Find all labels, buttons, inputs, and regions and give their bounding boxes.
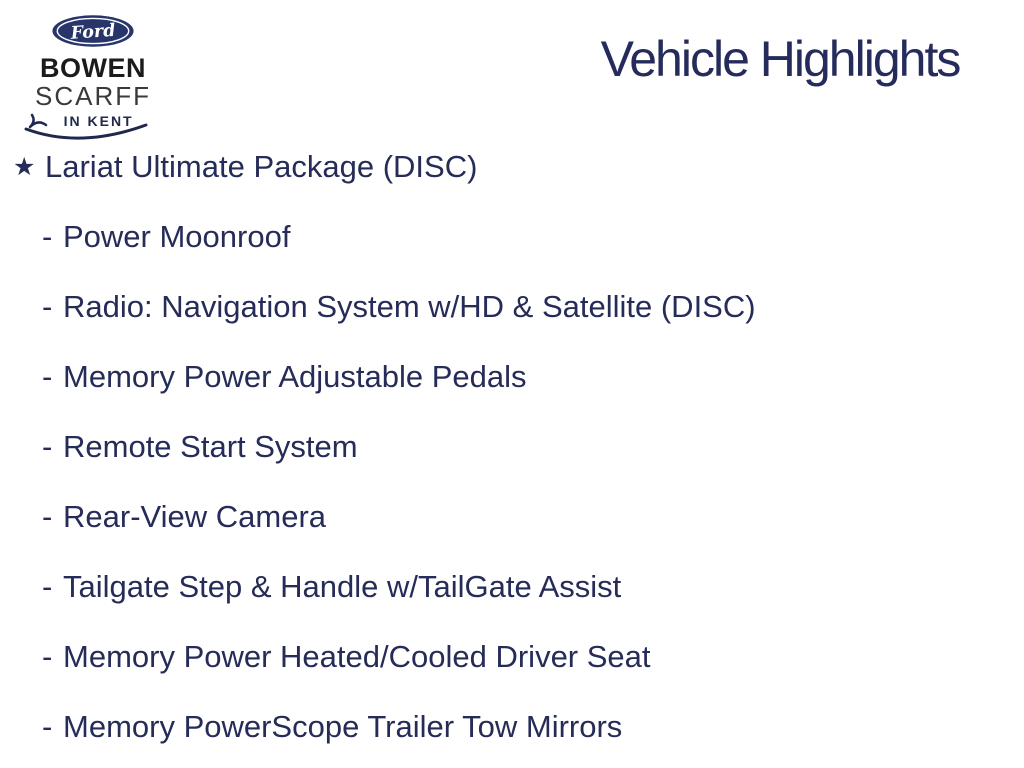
page-title: Vehicle Highlights <box>600 31 960 87</box>
dash-bullet: - <box>42 429 53 464</box>
dealer-logo <box>8 8 178 147</box>
feature-item <box>0 622 1024 692</box>
dealer-name-bowen: BOWEN <box>40 53 146 83</box>
feature-item <box>0 552 1024 622</box>
dash-bullet: - <box>42 499 53 534</box>
svg-text:Ford: Ford <box>70 20 117 44</box>
dash-bullet: - <box>42 289 53 324</box>
package-label: Lariat Ultimate Package (DISC) <box>45 149 478 184</box>
feature-label: Rear-View Camera <box>63 499 327 534</box>
feature-label: Power Moonroof <box>63 219 291 254</box>
feature-item <box>0 342 1024 412</box>
star-bullet-icon: ★ <box>13 153 36 181</box>
dealer-name-scarff: SCARFF <box>35 81 151 111</box>
feature-item <box>0 202 1024 272</box>
feature-item <box>0 482 1024 552</box>
feature-label: Tailgate Step & Handle w/TailGate Assist <box>63 569 622 604</box>
ford-oval-icon <box>51 14 135 53</box>
feature-item <box>0 412 1024 482</box>
feature-item <box>0 692 1024 762</box>
package-item <box>0 132 1024 202</box>
dash-bullet: - <box>42 219 53 254</box>
feature-item <box>0 272 1024 342</box>
dash-bullet: - <box>42 359 53 394</box>
feature-label: Remote Start System <box>63 429 358 464</box>
feature-label: Memory Power Adjustable Pedals <box>63 359 527 394</box>
feature-label: Memory PowerScope Trailer Tow Mirrors <box>63 709 623 744</box>
dash-bullet: - <box>42 709 53 744</box>
feature-label: Radio: Navigation System w/HD & Satellite (DISC) <box>63 289 756 324</box>
feature-label: Memory Power Heated/Cooled Driver Seat <box>63 639 651 674</box>
dash-bullet: - <box>42 639 53 674</box>
dash-bullet: - <box>42 569 53 604</box>
dealer-tagline: IN KENT <box>63 113 134 129</box>
highlights-list <box>0 132 1024 762</box>
